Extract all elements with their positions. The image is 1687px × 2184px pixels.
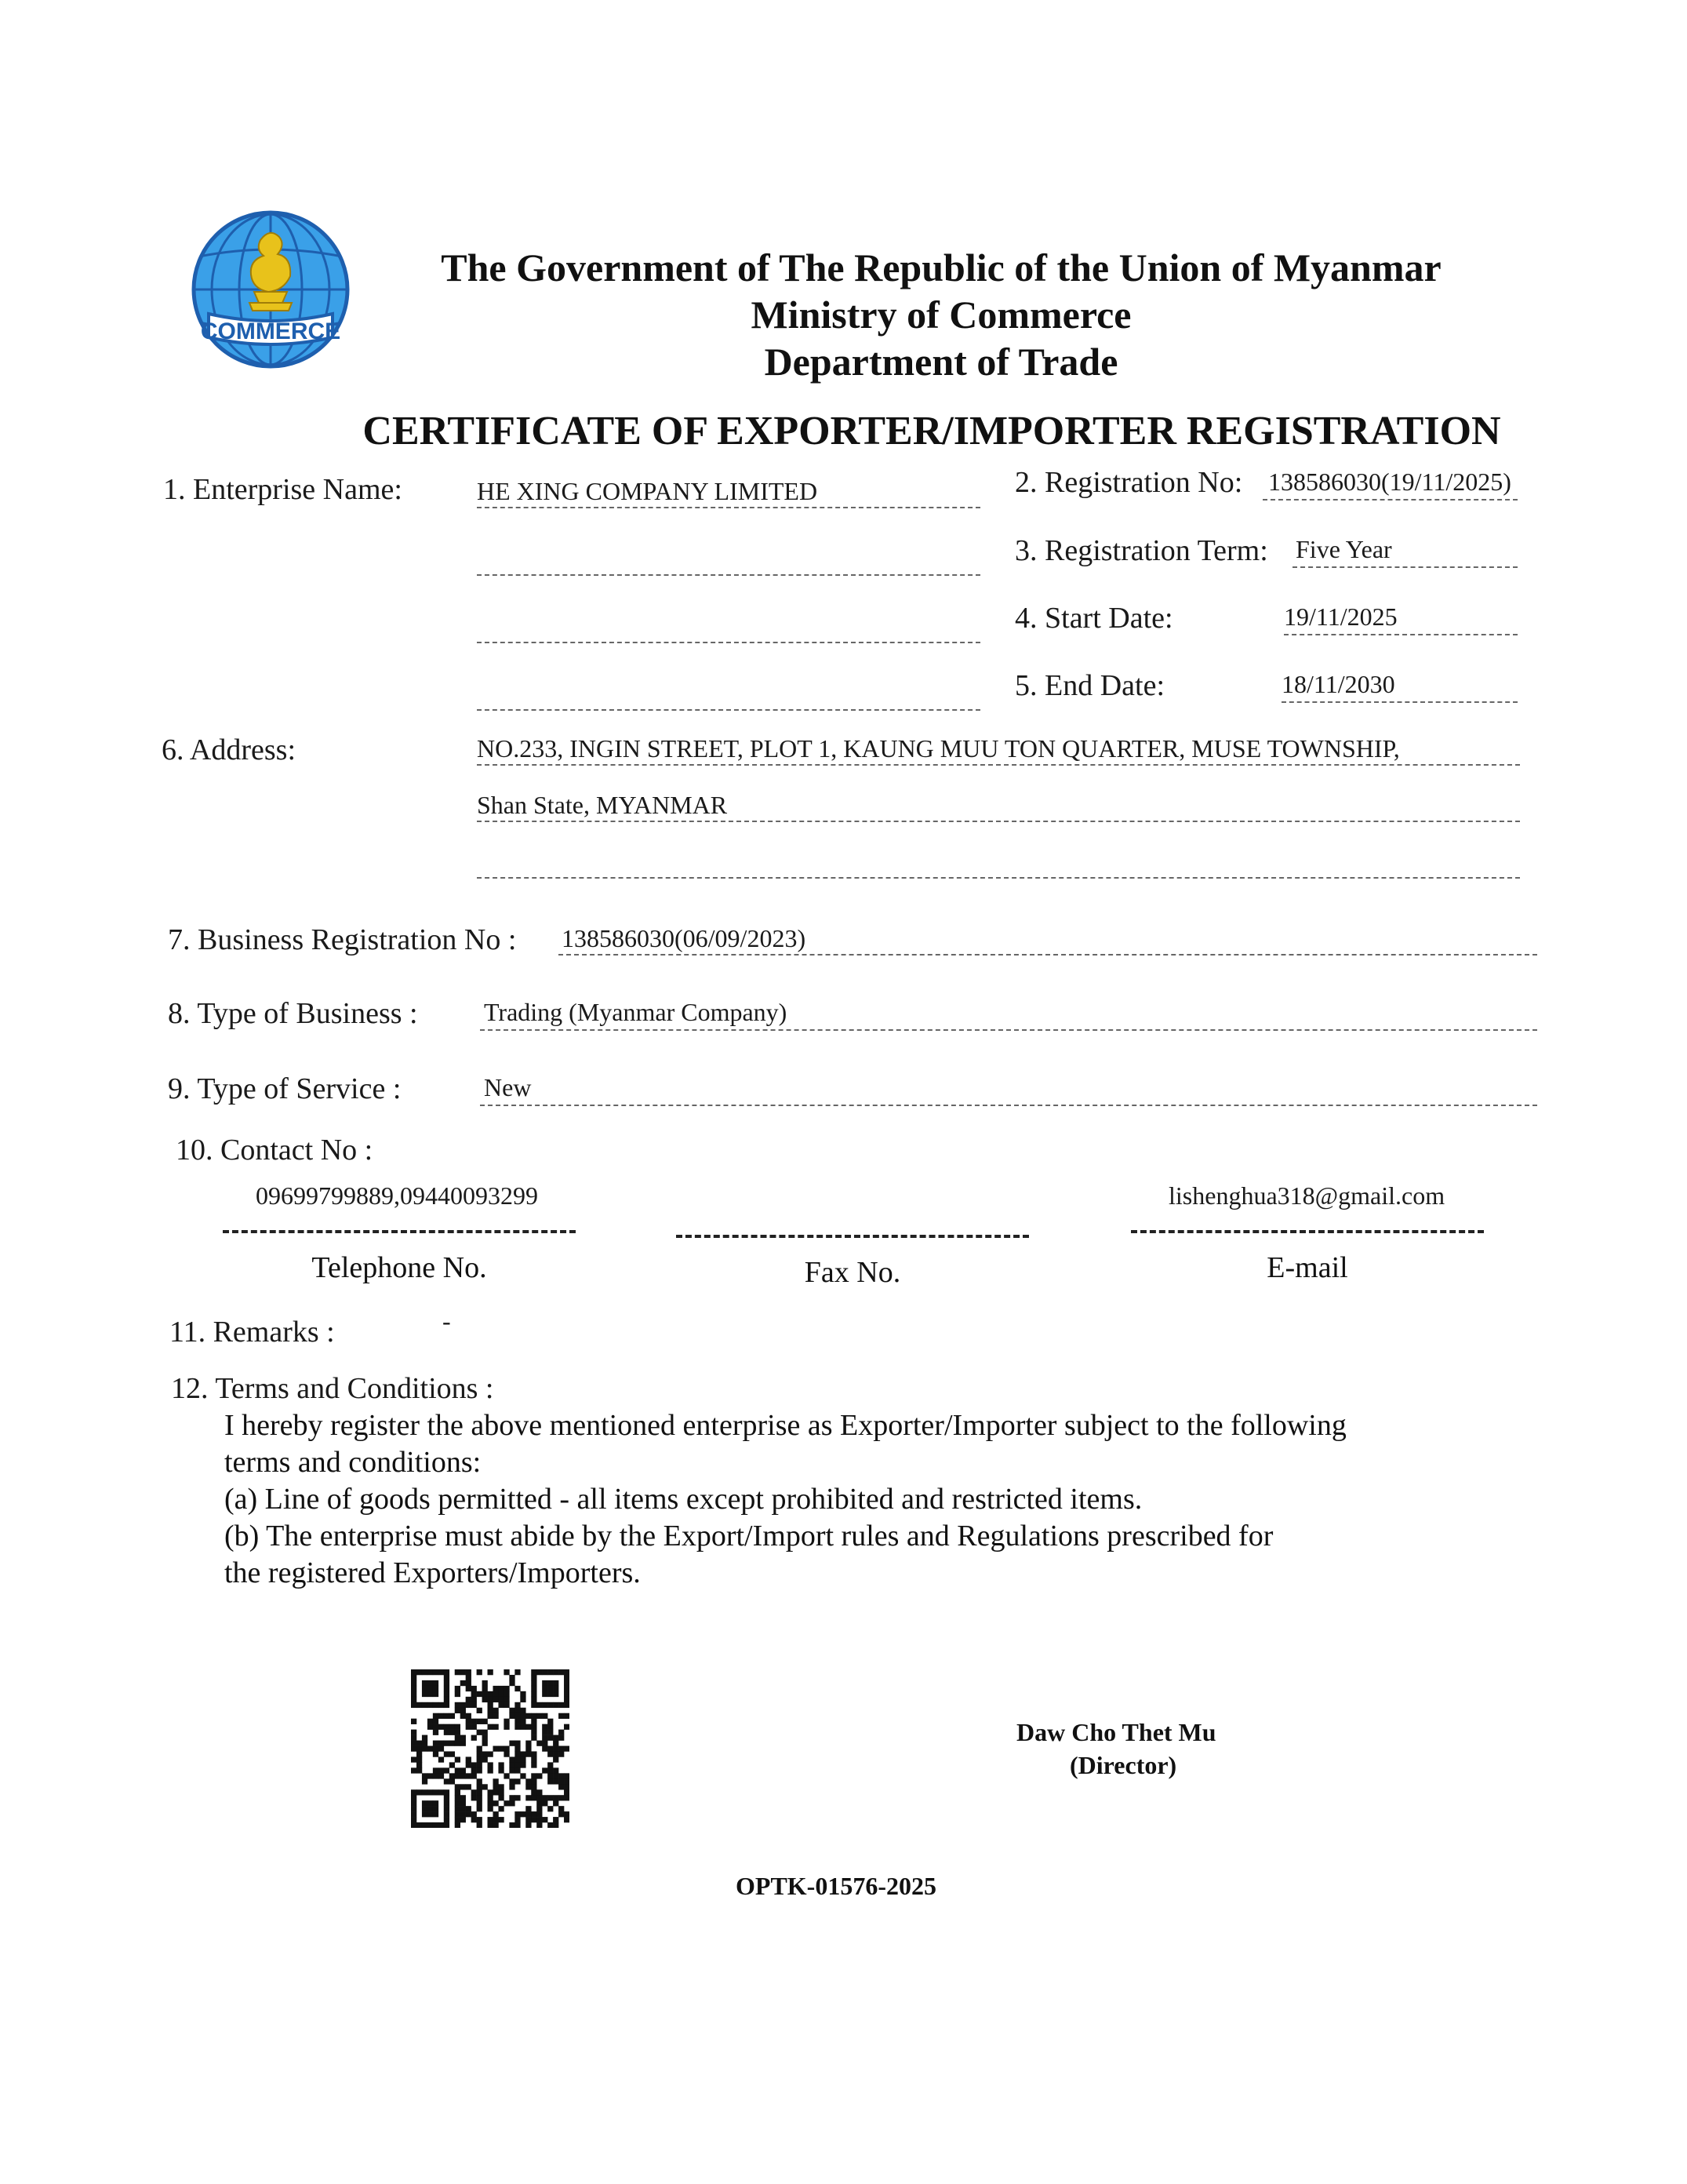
type-of-service-value: New (484, 1073, 532, 1101)
address-label: 6. Address: (162, 733, 296, 766)
telephone-caption: Telephone No. (311, 1251, 487, 1284)
registration-no-value: 138586030(19/11/2025) (1268, 468, 1511, 496)
terms-body (224, 1407, 1347, 1592)
type-of-business-label: 8. Type of Business : (168, 997, 418, 1030)
enterprise-name-line-2 (477, 574, 980, 576)
signatory-title: (Director) (1070, 1751, 1177, 1779)
enterprise-name-value: HE XING COMPANY LIMITED (477, 477, 818, 505)
qr-code (411, 1669, 569, 1828)
registration-no-label: 2. Registration No: (1015, 466, 1243, 499)
address-rule-2 (477, 821, 1520, 822)
start-date-value: 19/11/2025 (1284, 602, 1398, 631)
government-line: The Government of The Republic of the Union of Myanmar (441, 246, 1442, 289)
telephone-rule (223, 1230, 576, 1233)
end-date-label: 5. End Date: (1015, 669, 1165, 702)
enterprise-name-line-1 (477, 507, 980, 508)
remarks-label: 11. Remarks : (169, 1316, 335, 1349)
telephone-value: 09699799889,09440093299 (256, 1181, 538, 1210)
enterprise-name-line-4 (477, 709, 980, 711)
terms-label: 12. Terms and Conditions : (171, 1372, 494, 1405)
terms-line-2: terms and conditions: (224, 1446, 482, 1479)
type-of-service-line (480, 1105, 1537, 1106)
type-of-business-value: Trading (Myanmar Company) (484, 998, 787, 1026)
fax-rule (676, 1235, 1029, 1238)
end-date-line (1282, 701, 1518, 703)
business-registration-no-line (558, 954, 1537, 956)
registration-term-line (1293, 566, 1518, 568)
enterprise-name-line-3 (477, 642, 980, 643)
start-date-label: 4. Start Date: (1015, 602, 1173, 635)
terms-line-4: (b) The enterprise must abide by the Export/Import rules and Regulations prescribed for (224, 1520, 1274, 1552)
business-registration-no-value: 138586030(06/09/2023) (562, 924, 806, 952)
registration-term-value: Five Year (1296, 535, 1392, 563)
reference-number: OPTK-01576-2025 (736, 1872, 936, 1900)
signatory-name: Daw Cho Thet Mu (1016, 1718, 1216, 1746)
email-caption: E-mail (1267, 1251, 1348, 1284)
terms-line-5: the registered Exporters/Importers. (224, 1556, 641, 1589)
remarks-value: - (442, 1307, 451, 1335)
contact-no-label: 10. Contact No : (176, 1134, 373, 1167)
address-line-2: Shan State, MYANMAR (477, 791, 728, 819)
terms-line-3: (a) Line of goods permitted - all items except prohibited and restricted items. (224, 1483, 1143, 1516)
start-date-line (1284, 634, 1518, 635)
terms-line-1: I hereby register the above mentioned enterprise as Exporter/Importer subject to the following (224, 1409, 1347, 1442)
type-of-business-line (480, 1029, 1537, 1031)
address-line-1: NO.233, INGIN STREET, PLOT 1, KAUNG MUU TON QUARTER, MUSE TOWNSHIP, (477, 734, 1400, 763)
business-registration-no-label: 7. Business Registration No : (168, 923, 517, 956)
email-rule (1131, 1230, 1484, 1233)
address-rule-1 (477, 764, 1520, 766)
address-rule-3 (477, 877, 1520, 879)
seal-text: COMMERCE (200, 318, 341, 344)
type-of-service-label: 9. Type of Service : (168, 1072, 402, 1105)
fax-caption: Fax No. (804, 1256, 901, 1289)
enterprise-name-label: 1. Enterprise Name: (163, 473, 402, 506)
registration-term-label: 3. Registration Term: (1015, 534, 1268, 567)
end-date-value: 18/11/2030 (1282, 670, 1395, 698)
department-line: Department of Trade (764, 340, 1118, 384)
ministry-line: Ministry of Commerce (751, 293, 1132, 337)
email-value: lishenghua318@gmail.com (1169, 1181, 1445, 1210)
certificate-title: CERTIFICATE OF EXPORTER/IMPORTER REGISTRATION (362, 409, 1501, 453)
registration-no-line (1263, 499, 1518, 500)
